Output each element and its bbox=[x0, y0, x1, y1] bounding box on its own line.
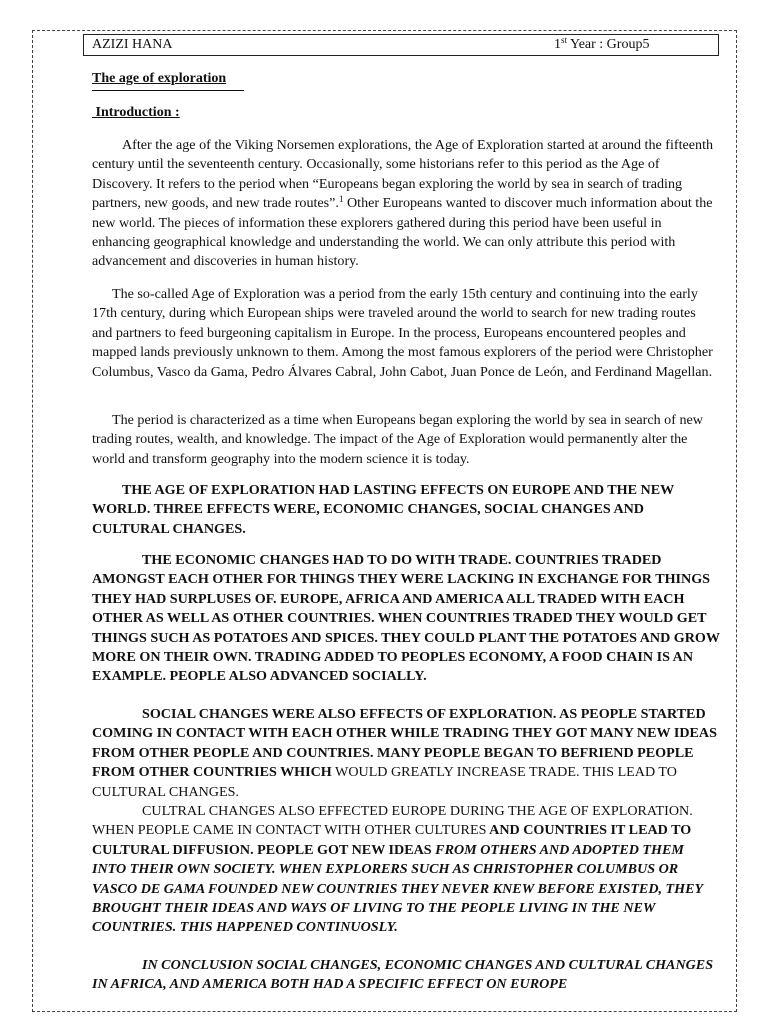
year-ordinal: st bbox=[561, 35, 568, 45]
caps-paragraph-conclusion-text: IN CONCLUSION SOCIAL CHANGES, ECONOMIC CHANGES AND CULTURAL CHANGES IN AFRICA, AND AMERICA BOTH HAD A SPECIFIC EFFECT ON EUROPE bbox=[92, 957, 714, 993]
caps-paragraph-economic-text: THE ECONOMIC CHANGES HAD TO DO WITH TRADE. COUNTRIES TRADED AMONGST EACH OTHER FOR THINGS THEY WERE LACKING IN EXCHANGE FOR THINGS THEY HAD SURPLUSES OF. EUROPE, AFRICA AND AMERICA ALL TRADED WITH EACH OTHER AS WELL AS OTHER COUNTRIES. WHEN COUNTRIES TRADED THEY WOULD GET THINGS SUCH AS POTATOES AND SPICES. THEY COULD PLANT THE POTATOES AND GROW MORE ON THEIR OWN. TRADING ADDED TO PEOPLES ECONOMY, A FOOD CHAIN IS AN EXAMPLE. PEOPLE ALSO ADVANCED SOCIALLY. bbox=[92, 552, 720, 685]
student-name: AZIZI HANA bbox=[92, 37, 173, 52]
caps-paragraph-cultural-bold: AND COUNTRIES IT LEAD TO CULTURAL DIFFUSION. PEOPLE GOT NEW IDEAS bbox=[92, 822, 692, 858]
student-year-group bbox=[554, 35, 649, 55]
paragraph-3-text: The period is characterized as a time when Europeans began exploring the world by sea in search of new trading routes, wealth, and knowledge. The impact of the Age of Exploration would permanently alter the world and transform geography into the modern science it is today. bbox=[92, 412, 703, 467]
caps-paragraph-social bbox=[92, 705, 720, 802]
document-header bbox=[83, 34, 719, 56]
paragraph-2-text: The so-called Age of Exploration was a period from the early 15th century and continuing into the early 17th century, during which European ships were traveled around the world to search for new trading routes and partners to feed burgeoning capitalism in Europe. In the process, Europeans encountered peoples and mapped lands previously unknown to them. Among the most famous explorers of the period were Christopher Columbus, Vasco da Gama, Pedro Álvares Cabral, John Cabot, Juan Ponce de León, and Ferdinand Magellan. bbox=[92, 286, 713, 380]
caps-paragraph-cultural bbox=[92, 802, 720, 938]
caps-paragraph-cultural-plain: CULTRAL CHANGES ALSO EFFECTED EUROPE DURING THE AGE OF EXPLORATION. WHEN PEOPLE CAME IN CONTACT WITH OTHER CULTURES bbox=[92, 803, 693, 839]
footnote-marker: 1 bbox=[338, 194, 344, 205]
paragraph-2 bbox=[92, 285, 718, 382]
caps-paragraph-social-plain: WOULD GREATLY INCREASE TRADE. THIS LEAD TO CULTURAL CHANGES. bbox=[92, 764, 677, 800]
caps-paragraph-effects bbox=[92, 481, 720, 539]
caps-paragraph-social-bold: SOCIAL CHANGES WERE ALSO EFFECTS OF EXPLORATION. AS PEOPLE STARTED COMING IN CONTACT WITH EACH OTHER WHILE TRADING THEY GOT MANY NEW IDEAS FROM OTHER PEOPLE AND COUNTRIES. MANY PEOPLE BEGAN TO BEFRIEND PEOPLE FROM OTHER COUNTRIES WHICH bbox=[92, 706, 717, 781]
year-group-text: Year : Group5 bbox=[567, 37, 650, 52]
paragraph-1-text-a: After the age of the Viking Norsemen explorations, the Age of Exploration started at around the fifteenth century until the seventeenth century. Occasionally, some historians refer to this period as the Age of Discovery. It refers to the period when “Europeans began exploring the world by sea in search of trading partners, new goods, and new trade routes”. bbox=[92, 137, 714, 212]
introduction-label: Introduction : bbox=[95, 105, 180, 120]
section-heading-introduction bbox=[92, 105, 180, 121]
year-number: 1 bbox=[554, 37, 561, 52]
paragraph-1 bbox=[92, 136, 718, 272]
caps-paragraph-effects-text: THE AGE OF EXPLORATION HAD LASTING EFFECTS ON EUROPE AND THE NEW WORLD. THREE EFFECTS WERE, ECONOMIC CHANGES, SOCIAL CHANGES AND CULTURAL CHANGES. bbox=[92, 482, 674, 537]
paragraph-1-text-b: Other Europeans wanted to discover much information about the new world. The pieces of information these explorers gathered during this period have been useful in enhancing geographical knowledge and understanding the world. We can only attribute this period with advancement and discoveries in human history. bbox=[92, 195, 713, 270]
caps-paragraph-conclusion bbox=[92, 956, 720, 995]
title-double-underline bbox=[92, 90, 244, 91]
caps-paragraph-cultural-bold-italic: FROM OTHERS AND ADOPTED THEM INTO THEIR OWN SOCIETY. WHEN EXPLORERS SUCH AS CHRISTOPHER COLUMBUS OR VASCO DE GAMA FOUNDED NEW COUNTRIES THEY NEVER KNEW BEFORE EXISTED, THEY BROUGHT THEIR IDEAS AND WAYS OF LIVING TO THE PEOPLE LIVING IN THE NEW COUNTRIES. THIS HAPPENED CONTINUOSLY. bbox=[92, 841, 703, 936]
document-title: The age of exploration bbox=[92, 71, 227, 86]
paragraph-3 bbox=[92, 411, 718, 469]
caps-paragraph-economic bbox=[92, 551, 720, 687]
